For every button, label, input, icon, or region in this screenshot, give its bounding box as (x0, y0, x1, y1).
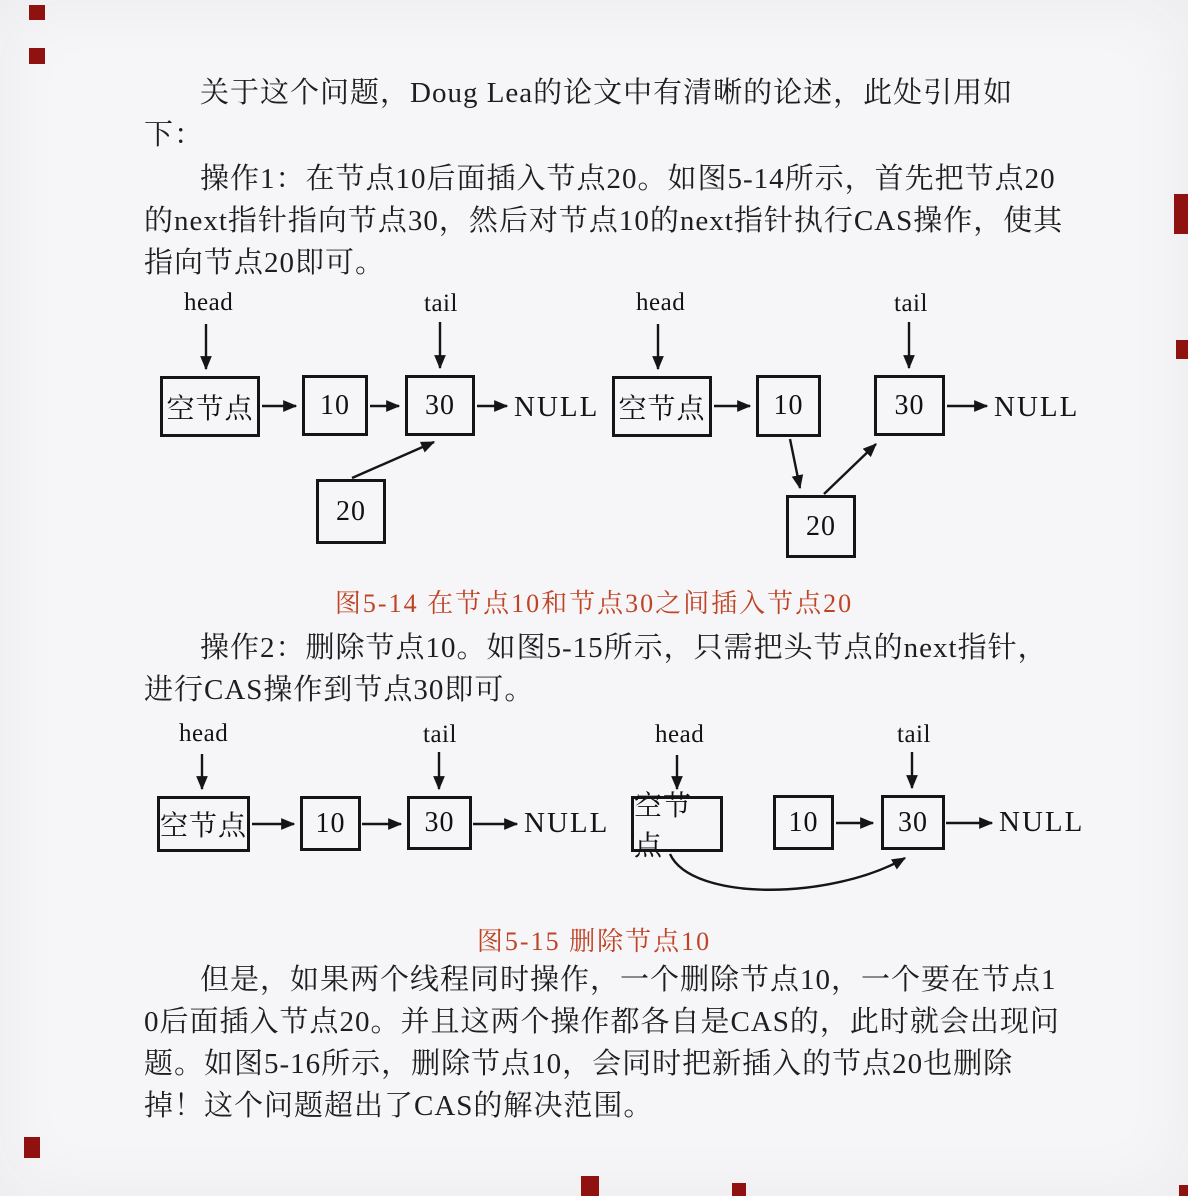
paragraph-line: 的next指针指向节点30，然后对节点10的next指针执行CAS操作，使其 (144, 205, 1064, 237)
red-stamp-mark (29, 48, 45, 64)
red-stamp-mark (24, 1137, 40, 1158)
tail-pointer-label: tail (423, 721, 457, 748)
node-30: 30 (407, 796, 472, 850)
node-20: 20 (786, 495, 856, 558)
red-stamp-mark (581, 1176, 599, 1196)
null-label: NULL (524, 807, 610, 839)
paragraph-line: 题。如图5-16所示，删除节点10，会同时把新插入的节点20也删除 (144, 1048, 1014, 1080)
paragraph-line: 下： (144, 119, 205, 151)
arrow-20-to-30 (824, 444, 876, 494)
node-20: 20 (316, 479, 386, 544)
null-label: NULL (514, 391, 600, 423)
head-pointer-label: head (655, 721, 705, 748)
red-stamp-mark (732, 1183, 746, 1196)
figure-caption-5-15: 图5-15 删除节点10 (476, 927, 712, 956)
head-pointer-label: head (184, 289, 234, 316)
head-pointer-label: head (636, 289, 686, 316)
arrow-20-to-30 (352, 442, 434, 478)
tail-pointer-label: tail (894, 290, 928, 317)
node-30: 30 (881, 795, 945, 850)
arrow-10-to-20 (790, 439, 800, 488)
figure-caption-5-14: 图5-14 在节点10和节点30之间插入节点20 (334, 589, 854, 618)
node-30: 30 (405, 375, 475, 436)
node-empty: 空节点 (157, 796, 250, 852)
red-stamp-mark (1174, 194, 1188, 234)
paragraph-line: 关于这个问题，Doug Lea的论文中有清晰的论述，此处引用如 (200, 77, 1014, 109)
red-stamp-mark (1176, 340, 1188, 359)
tail-pointer-label: tail (897, 721, 931, 748)
null-label: NULL (999, 806, 1085, 838)
paragraph-line: 0后面插入节点20。并且这两个操作都各自是CAS的，此时就会出现问 (144, 1006, 1060, 1038)
node-empty: 空节点 (612, 376, 712, 437)
tail-pointer-label: tail (424, 290, 458, 317)
null-label: NULL (994, 391, 1080, 423)
node-10: 10 (773, 795, 834, 850)
head-pointer-label: head (179, 720, 229, 747)
node-10: 10 (300, 796, 361, 851)
red-stamp-mark (1179, 1185, 1188, 1196)
paragraph-line: 掉！这个问题超出了CAS的解决范围。 (144, 1090, 654, 1122)
paragraph-line: 指向节点20即可。 (144, 247, 386, 279)
node-empty: 空节点 (631, 796, 723, 852)
node-30: 30 (874, 375, 945, 436)
node-10: 10 (302, 375, 368, 436)
node-empty: 空节点 (160, 376, 260, 437)
paragraph-line: 但是，如果两个线程同时操作，一个删除节点10，一个要在节点1 (200, 964, 1057, 996)
paragraph-line: 进行CAS操作到节点30即可。 (144, 674, 535, 706)
paragraph-line: 操作1：在节点10后面插入节点20。如图5-14所示，首先把节点20 (200, 163, 1056, 195)
paragraph-line: 操作2：删除节点10。如图5-15所示，只需把头节点的next指针， (200, 632, 1048, 664)
red-stamp-mark (29, 5, 45, 20)
node-10: 10 (756, 375, 821, 437)
